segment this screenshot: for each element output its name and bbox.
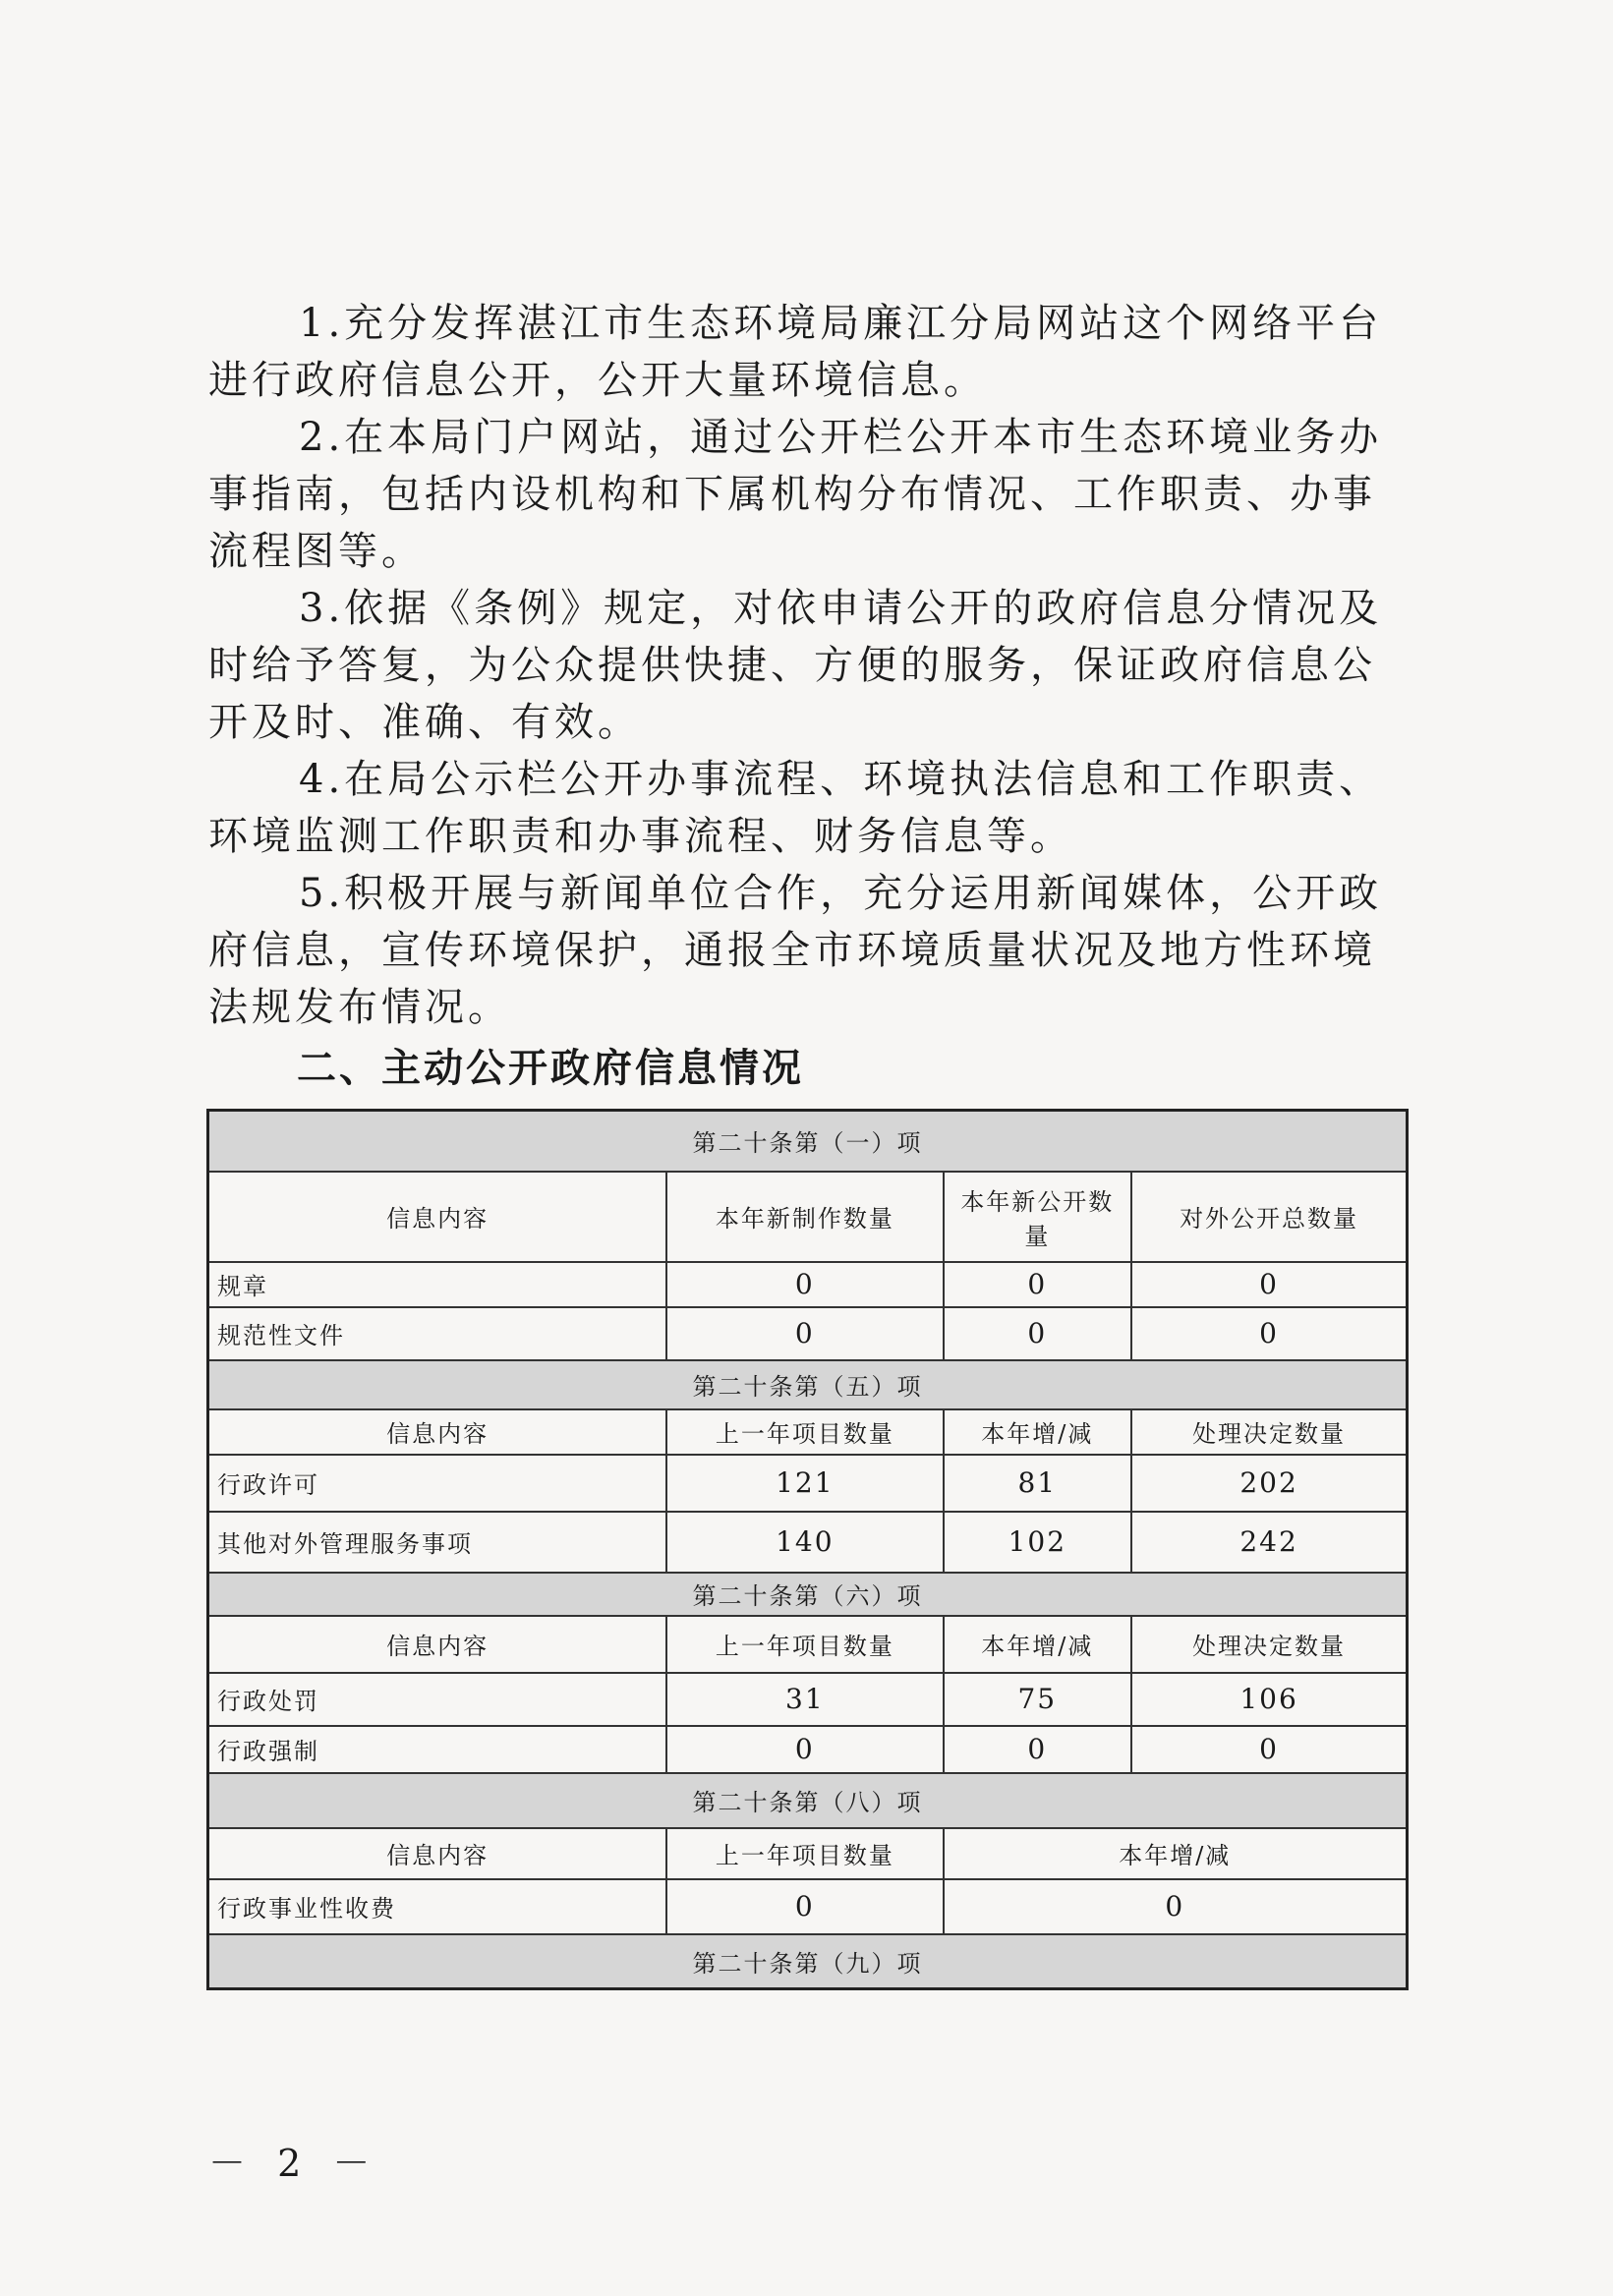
row-label: 行政强制 [208, 1726, 667, 1773]
cell-value: 202 [1131, 1455, 1407, 1512]
section-title: 第二十条第（八）项 [208, 1773, 1408, 1828]
section-title: 第二十条第（五）项 [208, 1360, 1408, 1409]
paragraph-1: 1.充分发挥湛江市生态环境局廉江分局网站这个网络平台进行政府信息公开，公开大量环境信息。 [208, 301, 1383, 403]
section-row [208, 1573, 1408, 1616]
cell-value: 0 [944, 1879, 1408, 1934]
column-header: 本年增/减 [944, 1616, 1132, 1673]
row-label: 规范性文件 [208, 1307, 667, 1360]
section-row [208, 1360, 1408, 1409]
cell-value: 140 [666, 1512, 943, 1573]
disclosure-table [206, 1109, 1409, 1990]
cell-value: 106 [1131, 1673, 1407, 1726]
cell-value: 0 [1131, 1262, 1407, 1307]
paragraph-2: 2.在本局门户网站，通过公开栏公开本市生态环境业务办事指南，包括内设机构和下属机构分布情况、工作职责、办事流程图等。 [208, 415, 1383, 574]
cell-value: 0 [666, 1262, 943, 1307]
table-row [208, 1726, 1408, 1773]
column-header: 信息内容 [208, 1409, 667, 1455]
cell-value: 0 [1131, 1307, 1407, 1360]
paragraph-3: 3.依据《条例》规定，对依申请公开的政府信息分情况及时给予答复，为公众提供快捷、方便的服务，保证政府信息公开及时、准确、有效。 [208, 586, 1383, 745]
cell-value: 0 [1131, 1726, 1407, 1773]
row-label: 行政许可 [208, 1455, 667, 1512]
section-row [208, 1934, 1408, 1989]
section-row [208, 1111, 1408, 1172]
table-row [208, 1262, 1408, 1307]
column-header: 本年增/减 [944, 1828, 1408, 1879]
column-header: 信息内容 [208, 1828, 667, 1879]
column-header: 上一年项目数量 [666, 1616, 943, 1673]
row-label: 规章 [208, 1262, 667, 1307]
row-label: 其他对外管理服务事项 [208, 1512, 667, 1573]
row-label: 行政处罚 [208, 1673, 667, 1726]
header-row [208, 1616, 1408, 1673]
section-title: 第二十条第（一）项 [208, 1111, 1408, 1172]
table-row [208, 1673, 1408, 1726]
cell-value: 0 [944, 1307, 1132, 1360]
cell-value: 0 [666, 1879, 943, 1934]
table-row [208, 1879, 1408, 1934]
column-header: 信息内容 [208, 1172, 667, 1262]
cell-value: 102 [944, 1512, 1132, 1573]
header-row [208, 1409, 1408, 1455]
section-title: 第二十条第（九）项 [208, 1934, 1408, 1989]
column-header: 上一年项目数量 [666, 1828, 943, 1879]
column-header: 本年新制作数量 [666, 1172, 943, 1262]
column-header: 信息内容 [208, 1616, 667, 1673]
column-header: 对外公开总数量 [1131, 1172, 1407, 1262]
cell-value: 0 [666, 1726, 943, 1773]
cell-value: 0 [666, 1307, 943, 1360]
cell-value: 81 [944, 1455, 1132, 1512]
paragraph-5: 5.积极开展与新闻单位合作，充分运用新闻媒体，公开政府信息，宣传环境保护，通报全市环境质量状况及地方性环境法规发布情况。 [208, 871, 1383, 1030]
cell-value: 0 [944, 1262, 1132, 1307]
column-header: 本年新公开数量 [944, 1172, 1132, 1262]
column-header: 处理决定数量 [1131, 1409, 1407, 1455]
cell-value: 31 [666, 1673, 943, 1726]
table-row [208, 1455, 1408, 1512]
section-heading: 二、主动公开政府信息情况 [297, 1046, 804, 1091]
table-row [208, 1307, 1408, 1360]
cell-value: 0 [944, 1726, 1132, 1773]
header-row [208, 1172, 1408, 1262]
cell-value: 75 [944, 1673, 1132, 1726]
row-label: 行政事业性收费 [208, 1879, 667, 1934]
cell-value: 121 [666, 1455, 943, 1512]
section-title: 第二十条第（六）项 [208, 1573, 1408, 1616]
paragraph-4: 4.在局公示栏公开办事流程、环境执法信息和工作职责、环境监测工作职责和办事流程、财务信息等。 [208, 757, 1383, 859]
section-row [208, 1773, 1408, 1828]
column-header: 上一年项目数量 [666, 1409, 943, 1455]
page-number: － 2 － [208, 2142, 380, 2185]
header-row [208, 1828, 1408, 1879]
cell-value: 242 [1131, 1512, 1407, 1573]
column-header: 本年增/减 [944, 1409, 1132, 1455]
table-row [208, 1512, 1408, 1573]
column-header: 处理决定数量 [1131, 1616, 1407, 1673]
